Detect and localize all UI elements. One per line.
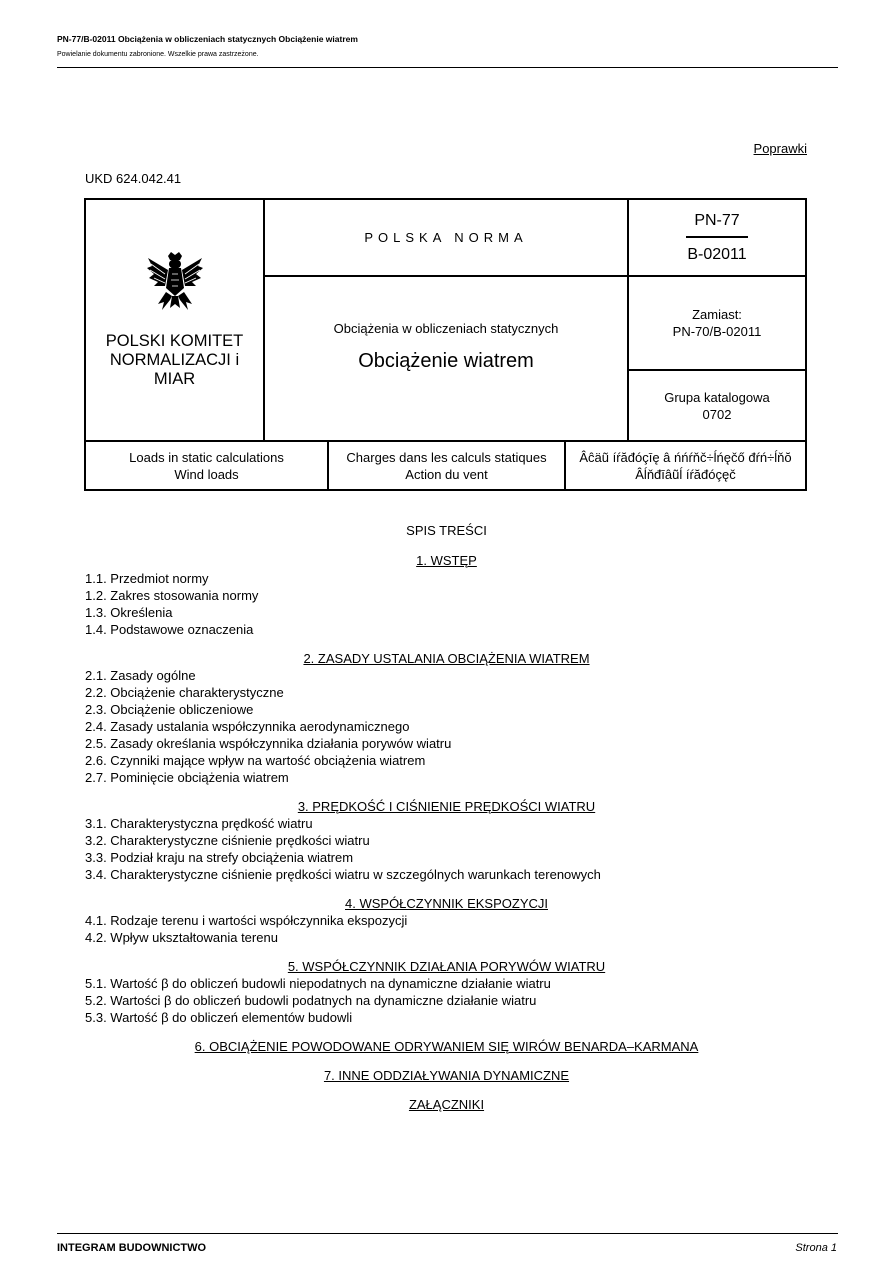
toc-heading-appendices[interactable]: ZAŁĄCZNIKI — [408, 1097, 485, 1112]
toc-item[interactable]: 2.5. Zasady określania współczynnika działania porywów wiatru — [85, 736, 452, 751]
emblem-cell — [86, 200, 263, 440]
grupa-cell — [629, 371, 805, 440]
toc-item[interactable]: 1.2. Zakres stosowania normy — [85, 588, 259, 603]
toc-heading-1[interactable]: 1. WSTĘP — [416, 553, 477, 568]
subject-cell — [265, 277, 627, 440]
toc-item[interactable]: 3.3. Podział kraju na strefy obciążenia wiatrem — [85, 850, 354, 865]
copyright-notice: Powielanie dokumentu zabronione. Wszelkie prawa zastrzeżone. — [57, 51, 259, 58]
footer-divider — [57, 1233, 838, 1234]
pn-number-top: PN-77 — [694, 211, 740, 229]
footer-publisher: INTEGRAM BUDOWNICTWO — [57, 1242, 207, 1254]
zamiast-value: PN-70/B-02011 — [672, 324, 762, 339]
zamiast-label: Zamiast: — [692, 307, 742, 322]
toc-heading-4[interactable]: 4. WSPÓŁCZYNNIK EKSPOZYCJI — [345, 896, 548, 911]
toc-heading-7[interactable]: 7. INNE ODDZIAŁYWANIA DYNAMICZNE — [323, 1068, 570, 1083]
toc-heading-3[interactable]: 3. PRĘDKOŚĆ I CIŚNIENIE PRĘDKOŚCI WIATRU — [297, 799, 596, 814]
subject-title: Obciążenie wiatrem — [358, 349, 534, 372]
table-of-contents — [85, 522, 808, 1113]
toc-item[interactable]: 3.1. Charakterystyczna prędkość wiatru — [85, 816, 313, 831]
pn-number-divider — [686, 236, 748, 238]
toc-item[interactable]: 2.4. Zasady ustalania współczynnika aerodynamicznego — [85, 719, 410, 734]
toc-item[interactable]: 2.1. Zasady ogólne — [85, 668, 196, 683]
toc-item[interactable]: 5.2. Wartości β do obliczeń budowli podatnych na dynamiczne działanie wiatru — [85, 993, 537, 1008]
page-number: Strona 1 — [795, 1242, 837, 1254]
translation-french: Charges dans les calculs statiques Action du vent — [346, 449, 547, 482]
toc-item[interactable]: 4.2. Wpływ ukształtowania terenu — [85, 930, 278, 945]
toc-item[interactable]: 5.3. Wartość β do obliczeń elementów budowli — [85, 1010, 353, 1025]
toc-item[interactable]: 2.2. Obciążenie charakterystyczne — [85, 685, 284, 700]
toc-heading-6[interactable]: 6. OBCIĄŻENIE POWODOWANE ODRYWANIEM SIĘ WIRÓW BENARDA–KARMANA — [194, 1039, 699, 1054]
toc-title: SPIS TREŚCI — [406, 523, 487, 538]
toc-item[interactable]: 1.3. Określenia — [85, 605, 173, 620]
grupa-value: 0702 — [702, 406, 732, 422]
organization-name: POLSKI KOMITET NORMALIZACJI i MIAR — [105, 331, 244, 388]
toc-heading-2[interactable]: 2. ZASADY USTALANIA OBCIĄŻENIA WIATREM — [303, 651, 590, 666]
toc-item[interactable]: 5.1. Wartość β do obliczeń budowli niepodatnych na dynamiczne działanie wiatru — [85, 976, 551, 991]
pn-number-bottom: B-02011 — [687, 245, 747, 263]
toc-heading-5[interactable]: 5. WSPÓŁCZYNNIK DZIAŁANIA PORYWÓW WIATRU — [287, 959, 606, 974]
toc-item[interactable]: 1.4. Podstawowe oznaczenia — [85, 622, 254, 637]
toc-item[interactable]: 1.1. Przedmiot normy — [85, 571, 209, 586]
translation-english: Loads in static calculations Wind loads — [129, 449, 284, 482]
toc-item[interactable]: 2.3. Obciążenie obliczeniowe — [85, 702, 254, 717]
document-header-title: PN-77/B-02011 Obciążenia w obliczeniach statycznych Obciążenie wiatrem — [57, 34, 358, 44]
toc-item[interactable]: 4.1. Rodzaje terenu i wartości współczynnika ekspozycji — [85, 913, 408, 928]
pn-number-cell — [629, 200, 805, 275]
zamiast-cell — [629, 277, 805, 369]
polish-eagle-emblem-icon — [146, 252, 204, 312]
polska-norma-cell — [265, 200, 627, 275]
toc-item[interactable]: 3.2. Charakterystyczne ciśnienie prędkości wiatru — [85, 833, 370, 848]
toc-item[interactable]: 2.7. Pominięcie obciążenia wiatrem — [85, 770, 289, 785]
toc-item[interactable]: 3.4. Charakterystyczne ciśnienie prędkości wiatru w szczególnych warunkach terenowych — [85, 867, 601, 882]
grupa-label: Grupa katalogowa — [664, 389, 770, 405]
ukd-code: UKD 624.042.41 — [85, 171, 182, 186]
translation-russian: Âĉäũ íŕăđóçīę â ńńŕňč÷ĺńęčő đŕń÷ĺňŏ Âĺňđīâũĺ íŕăđóçęč — [579, 449, 792, 482]
header-divider — [57, 67, 838, 68]
toc-item[interactable]: 2.6. Czynniki mające wpływ na wartość obciążenia wiatrem — [85, 753, 426, 768]
subject-category: Obciążenia w obliczeniach statycznych — [333, 320, 559, 336]
polska-norma-label: POLSKA NORMA — [364, 230, 528, 245]
poprawki-link[interactable]: Poprawki — [753, 141, 807, 156]
